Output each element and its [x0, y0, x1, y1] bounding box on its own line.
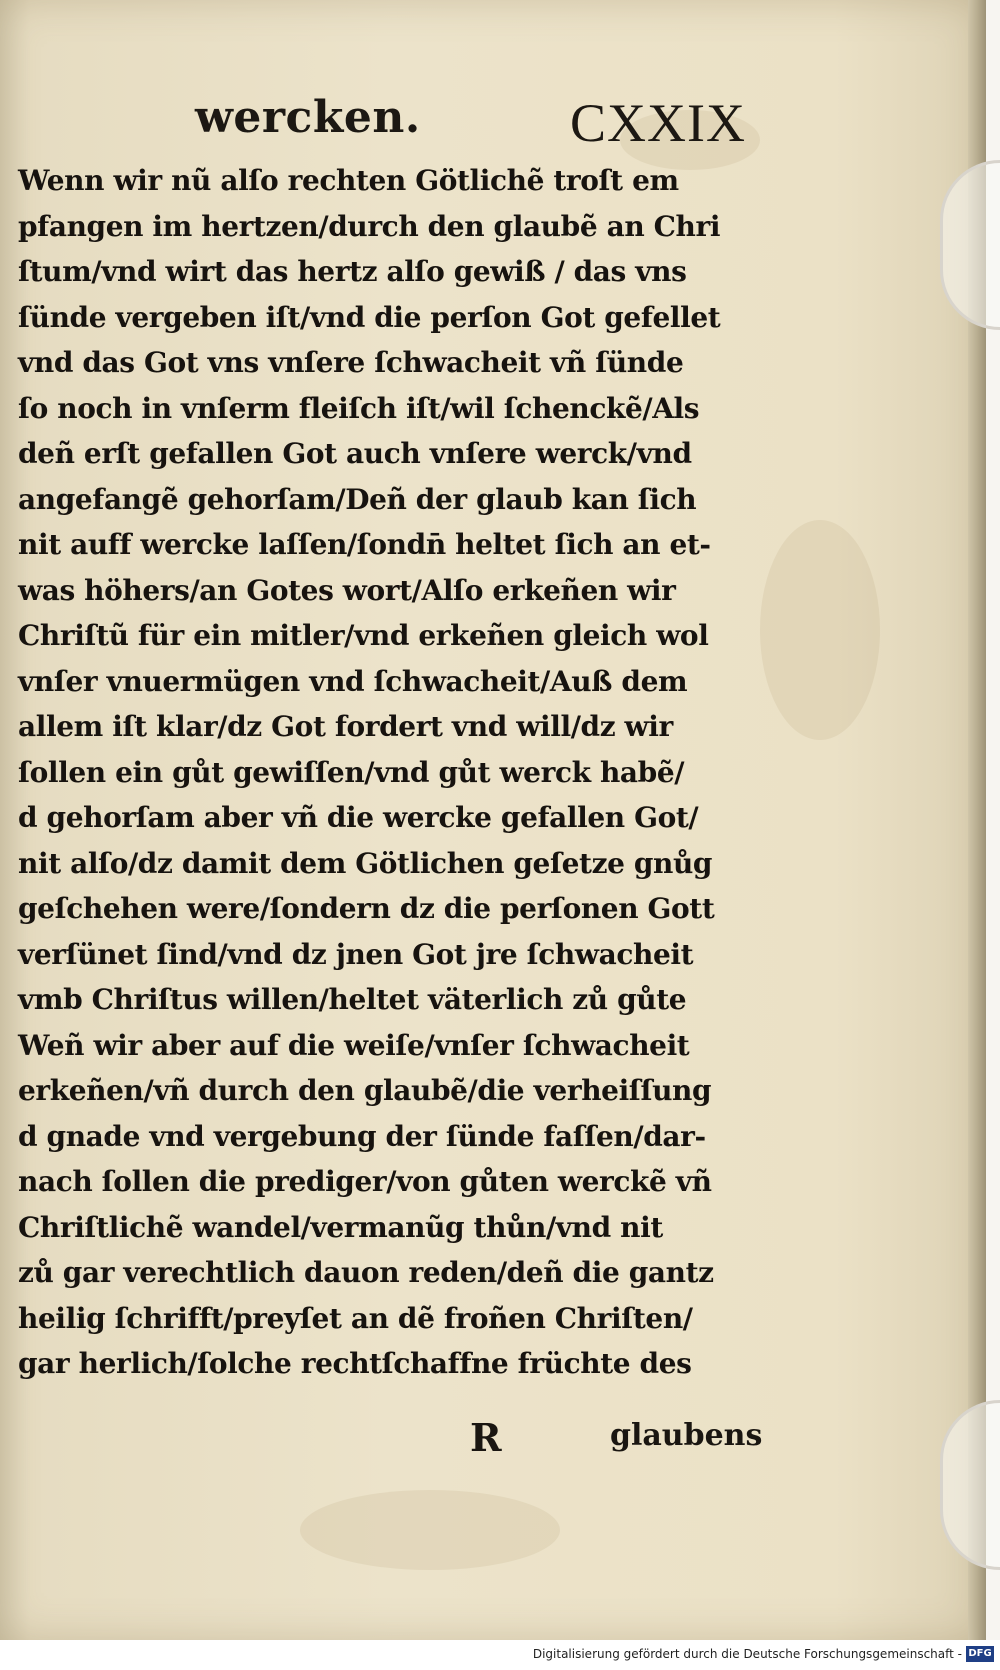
text-line: heilig ſchrifft/preyſet an dẽ froñen Chriſten/ — [18, 1301, 693, 1335]
text-line: d gnade vnd vergebung der ſünde faſſen/dar- — [18, 1119, 706, 1153]
text-line: pfangen im hertzen/durch den glaubẽ an Chri — [18, 209, 721, 243]
text-line: nit auff wercke laſſen/ſondn̄ heltet ſich an et- — [18, 528, 711, 561]
text-line: vmb Chriſtus willen/heltet väterlich zů gůte — [18, 983, 687, 1016]
text-line: vnd das Got vns vnſere ſchwacheit vñ ſünde — [18, 346, 684, 379]
paper-stain — [760, 520, 880, 740]
text-line: was höhers/an Gotes wort/Alſo erkeñen wir — [18, 573, 676, 607]
text-line: Weñ wir aber auf die weiſe/vnſer ſchwacheit — [18, 1028, 690, 1062]
text-line: nit alſo/dz damit dem Götlichen geſetze gnůg — [18, 846, 713, 880]
funding-credit: Digitalisierung gefördert durch die Deutsche Forschungsgemeinschaft - — [532, 1647, 962, 1661]
text-line: angefangẽ gehorſam/Deñ der glaub kan ſich — [18, 482, 697, 516]
text-line: verſünet ſind/vnd dz jnen Got jre ſchwacheit — [18, 937, 694, 971]
body-text — [18, 158, 778, 1387]
text-line: vnſer vnuermügen vnd ſchwacheit/Auß dem — [18, 664, 688, 698]
text-line: Chriſtlichẽ wandel/vermanũg thůn/vnd nit — [18, 1210, 663, 1244]
paper-stain — [300, 1490, 560, 1570]
text-line: nach ſollen die prediger/von gůten werckẽ vñ — [18, 1165, 712, 1198]
text-line: d gehorſam aber vñ die wercke gefallen Got/ — [18, 801, 699, 834]
text-line: ſo noch in vnſerm fleiſch iſt/wil ſchenckẽ/Als — [18, 391, 700, 425]
running-head: wercken. — [195, 92, 421, 143]
signature-mark: R — [470, 1415, 502, 1460]
text-line: Chriſtũ für ein mitler/vnd erkeñen gleich wol — [18, 619, 709, 652]
folio-number: CXXIX — [570, 93, 746, 153]
text-line: ſollen ein gůt gewiſſen/vnd gůt werck habẽ/ — [18, 755, 685, 789]
text-line: gar herlich/ſolche rechtſchaffne früchte des — [18, 1347, 692, 1380]
text-line: erkeñen/vñ durch den glaubẽ/die verheiſſung — [18, 1074, 712, 1107]
dfg-logo: DFG — [966, 1646, 994, 1662]
footer-bar — [0, 1640, 1000, 1670]
text-line: deñ erſt gefallen Got auch vnſere werck/vnd — [18, 437, 692, 470]
text-line: geſchehen were/ſondern dz die perſonen Gott — [18, 892, 715, 925]
catchword: glaubens — [610, 1418, 763, 1453]
text-line: ſtum/vnd wirt das hertz alſo gewiß / das vns — [18, 255, 687, 288]
text-line: ſünde vergeben iſt/vnd die perſon Got gefellet — [18, 300, 721, 334]
text-line: allem iſt klar/dz Got fordert vnd will/dz wir — [18, 710, 673, 743]
text-line: zů gar verechtlich dauon reden/deñ die gantz — [18, 1256, 714, 1289]
text-line: Wenn wir nũ alſo rechten Götlichẽ troſt em — [18, 164, 679, 197]
